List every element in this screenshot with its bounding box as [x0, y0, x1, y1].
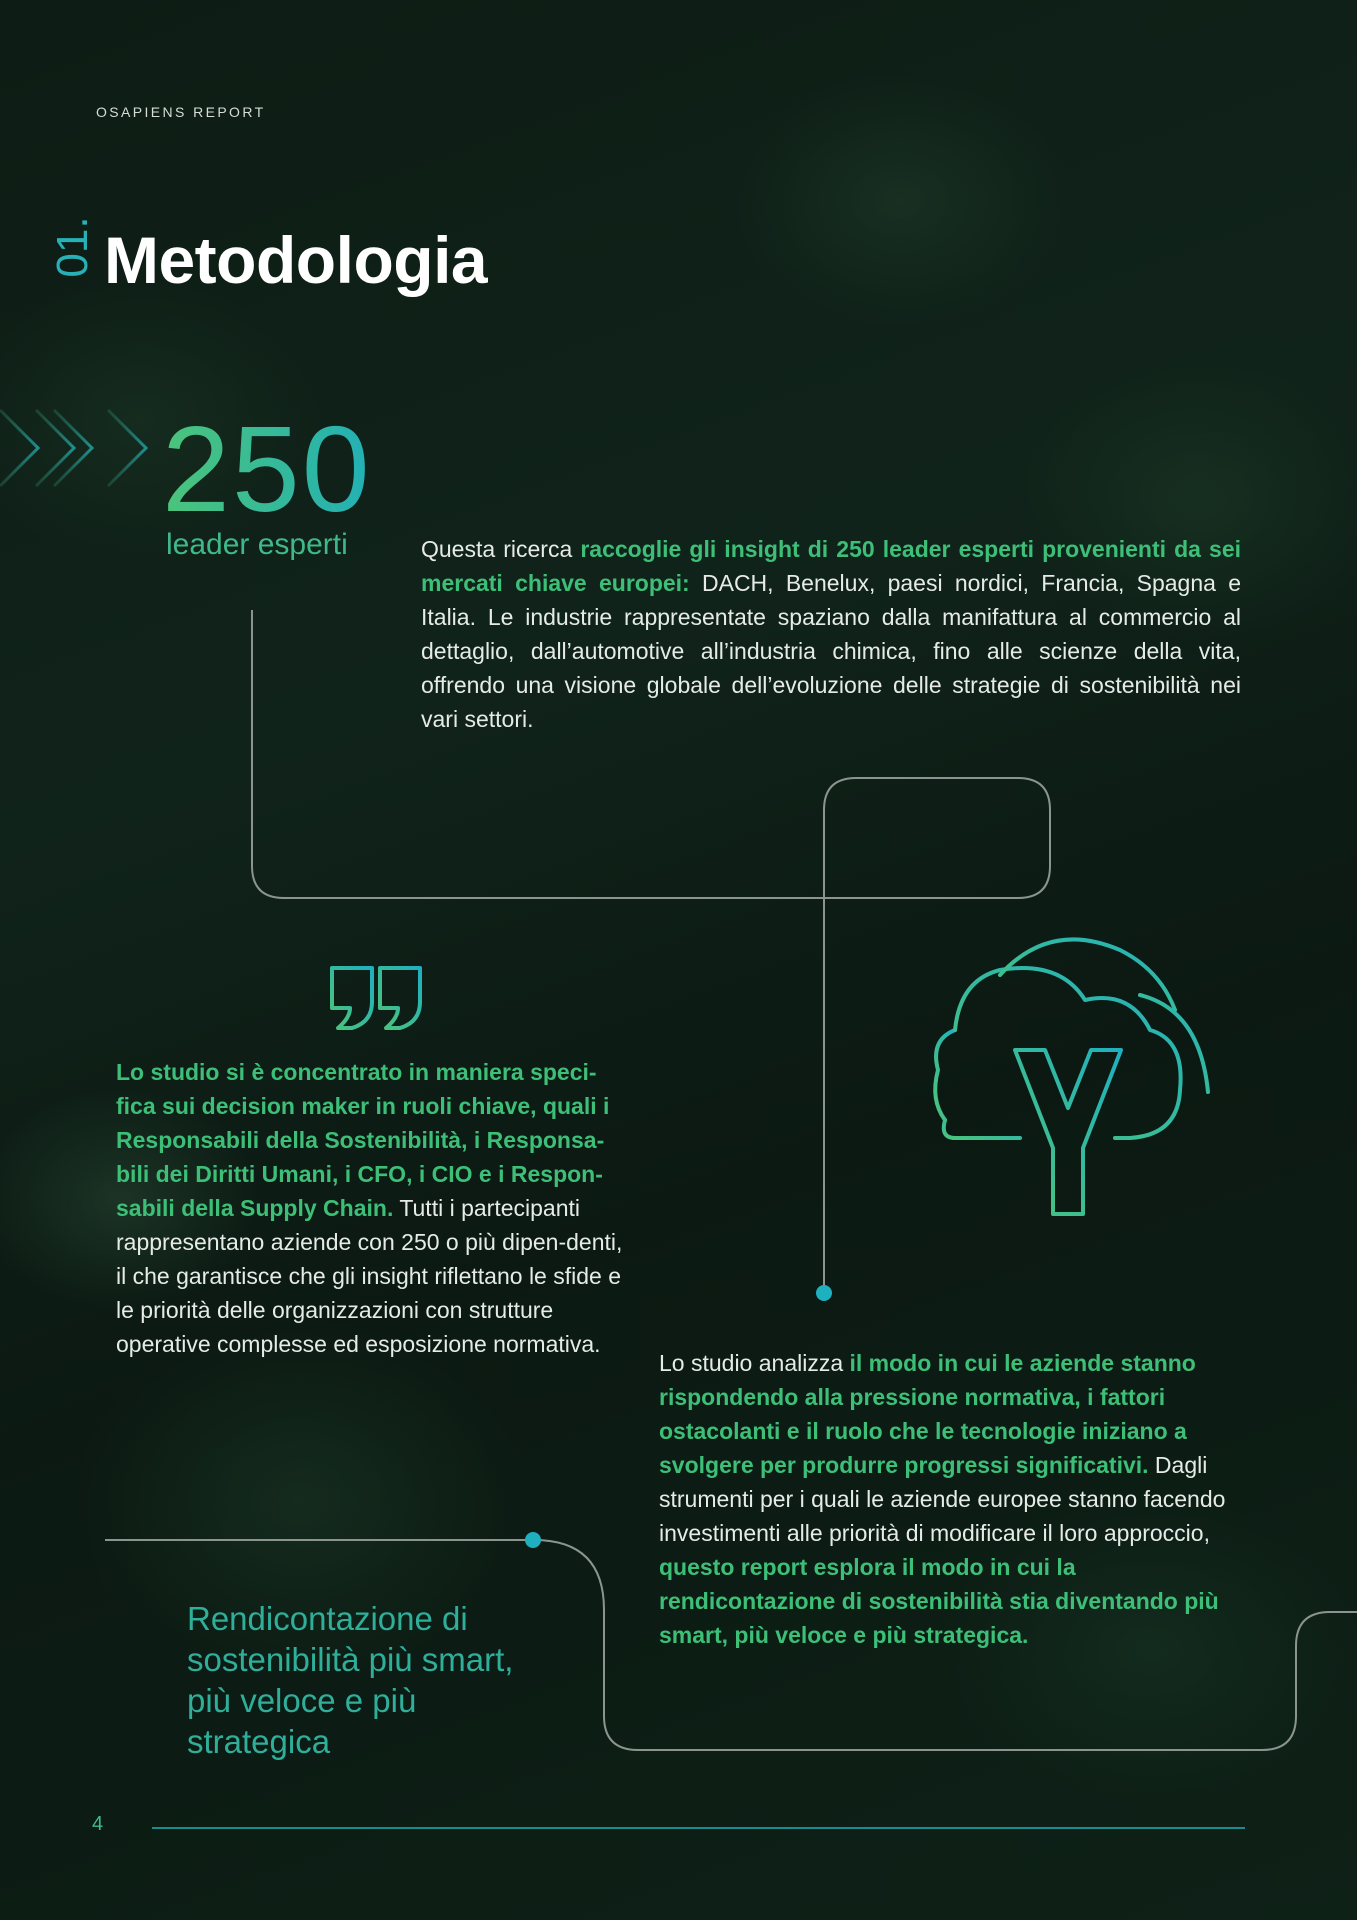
quote-text-rest: Tutti i partecipanti rappresentano aziende con 250 o più dipen-denti, il che garantisce che gli insight riflettano le sfide e le priorità delle organizzazioni con strutture operative complesse ed esposizione normativa. [116, 1195, 623, 1357]
quote-paragraph [116, 1055, 626, 1361]
tree-cloud-icon [935, 939, 1208, 1214]
analysis-paragraph [659, 1346, 1249, 1652]
analysis-text-middle: Dagli strumenti per i quali le aziende europee stanno facendo investimenti alle priorità di modificare il loro approccio, [659, 1452, 1226, 1546]
report-header: OSAPIENS REPORT [96, 104, 266, 120]
analysis-highlight-1: il modo in cui le aziende stanno rispondendo alla pressione normativa, i fattori ostacolanti e il ruolo che le tecnologie iniziano a svolgere per produrre progressi significativi. [659, 1350, 1196, 1478]
quote-icon [332, 968, 420, 1028]
page-title: Metodologia [104, 223, 488, 297]
page-number: 4 [92, 1813, 104, 1835]
tagline: Rendicontazione di sostenibilità più smart, più veloce e più strategica [187, 1600, 514, 1760]
stat-label: leader esperti [166, 528, 348, 561]
analysis-highlight-2: questo report esplora il modo in cui la rendicontazione di sostenibilità stia diventando più smart, più veloce e più strategica. [659, 1554, 1219, 1648]
bottom-connector-dot [525, 1532, 541, 1548]
intro-paragraph [421, 532, 1241, 736]
connector-dot [816, 1285, 832, 1301]
stat-value: 250 [162, 401, 372, 537]
intro-text-start: Questa ricerca [421, 536, 581, 562]
intro-highlight: raccoglie gli insight di 250 leader esperti provenienti da sei mercati chiave europei: [421, 536, 1241, 596]
intro-text-rest: DACH, Benelux, paesi nordici, Francia, Spagna e Italia. Le industrie rappresentate spaziano dalla manifattura al commercio al dettaglio, dall’automotive all’industria chimica, fino alle scienze della vita, offrendo una visione globale dell’evoluzione delle strategie di sostenibilità nei vari settori. [421, 570, 1241, 732]
section-number: 01. [48, 216, 97, 278]
quote-highlight: Lo studio si è concentrato in maniera speci-fica sui decision maker in ruoli chiave, quali i Responsabili della Sostenibilità, i Responsa-bili dei Diritti Umani, i CFO, i CIO e i Respon-sabili della Supply Chain. [116, 1059, 610, 1221]
chevrons-decoration [0, 410, 146, 486]
analysis-text-start: Lo studio analizza [659, 1350, 850, 1376]
